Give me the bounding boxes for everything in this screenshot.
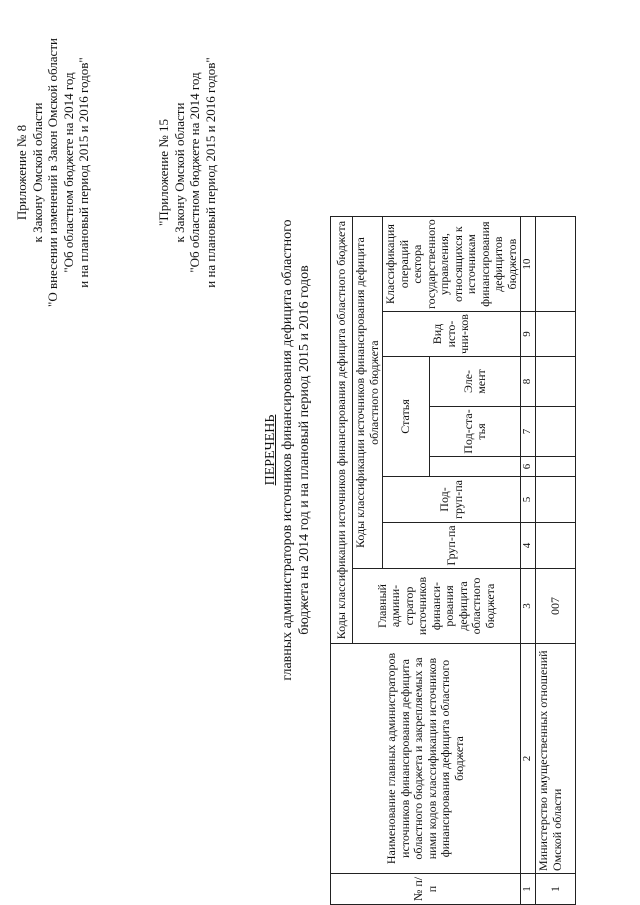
title-main: ПЕРЕЧЕНЬ bbox=[263, 414, 278, 486]
column-number: 8 bbox=[521, 357, 536, 407]
header-line: и на плановый период 2015 и 2016 годов" bbox=[76, 57, 91, 288]
column-number: 2 bbox=[521, 644, 536, 874]
header-line: "О внесении изменений в Закон Омской области bbox=[45, 38, 60, 307]
col-codes-header: Коды классификации источников финансирования дефицита областного бюджета bbox=[331, 217, 353, 644]
document-title bbox=[262, 35, 313, 865]
header-line: к Закону Омской области bbox=[171, 102, 187, 243]
col-article-header: Статья bbox=[383, 357, 430, 477]
row-name: Министерство имущественных отношений Омской области bbox=[536, 644, 576, 874]
column-number: 10 bbox=[521, 217, 536, 312]
column-number: 1 bbox=[521, 874, 536, 905]
header-line: и на плановый период 2015 и 2016 годов" bbox=[202, 57, 218, 288]
column-number: 4 bbox=[521, 523, 536, 569]
row-cell bbox=[536, 407, 576, 457]
column-numbers-row bbox=[521, 217, 536, 905]
header-line: Приложение № 8 bbox=[14, 124, 29, 221]
col-element-header: Эле-мент bbox=[430, 357, 521, 407]
header-line: "Об областном бюджете на 2014 год bbox=[187, 72, 202, 273]
col-blank-header bbox=[430, 457, 521, 477]
administrators-table bbox=[330, 216, 576, 905]
appendix-header-current bbox=[14, 0, 92, 345]
col-kind-header: Вид исто-чни-ков bbox=[383, 312, 521, 357]
row-cell bbox=[536, 457, 576, 477]
title-line: главных администраторов источников финансирования дефицита областного bbox=[280, 219, 295, 681]
column-number: 3 bbox=[521, 569, 536, 644]
col-subgroup-header: Под-груп-па bbox=[383, 477, 521, 523]
header-line: "Об областном бюджете на 2014 год bbox=[60, 72, 76, 273]
table-row bbox=[536, 217, 576, 905]
column-number: 7 bbox=[521, 407, 536, 457]
row-cell bbox=[536, 357, 576, 407]
col-subarticle-header: Под-ста-тья bbox=[430, 407, 521, 457]
column-number: 5 bbox=[521, 477, 536, 523]
row-admin-code: 007 bbox=[536, 569, 576, 644]
row-cell bbox=[536, 523, 576, 569]
row-cell bbox=[536, 217, 576, 312]
header-line: к Закону Омской области bbox=[29, 102, 45, 243]
col-classification-header: Классификация операций сектора государственного управления, относящихся к источникам финансирования дефицитов бюджетов bbox=[383, 217, 521, 312]
col-budget-codes-header: Коды классификации источников финансирования дефицита областного бюджета bbox=[353, 217, 383, 569]
row-no: 1 bbox=[536, 874, 576, 905]
col-admin-header: Главный админи-стратор источников финанси-рования дефицита областного бюджета bbox=[353, 569, 521, 644]
header-line: "Приложение № 15 bbox=[156, 119, 171, 226]
col-no-header: № п/п bbox=[331, 874, 521, 905]
column-number: 9 bbox=[521, 312, 536, 357]
col-name-header: Наименование главных администраторов источников финансирования дефицита областного бюджета и закрепляемых за ними кодов классификации источников финансирования дефицита областного бюджета bbox=[331, 644, 521, 874]
row-cell bbox=[536, 312, 576, 357]
col-group-header: Груп-па bbox=[383, 523, 521, 569]
title-line: бюджета на 2014 год и на плановый период 2015 и 2016 годов bbox=[297, 265, 312, 635]
row-cell bbox=[536, 477, 576, 523]
appendix-header-new bbox=[156, 0, 218, 345]
column-number: 6 bbox=[521, 457, 536, 477]
